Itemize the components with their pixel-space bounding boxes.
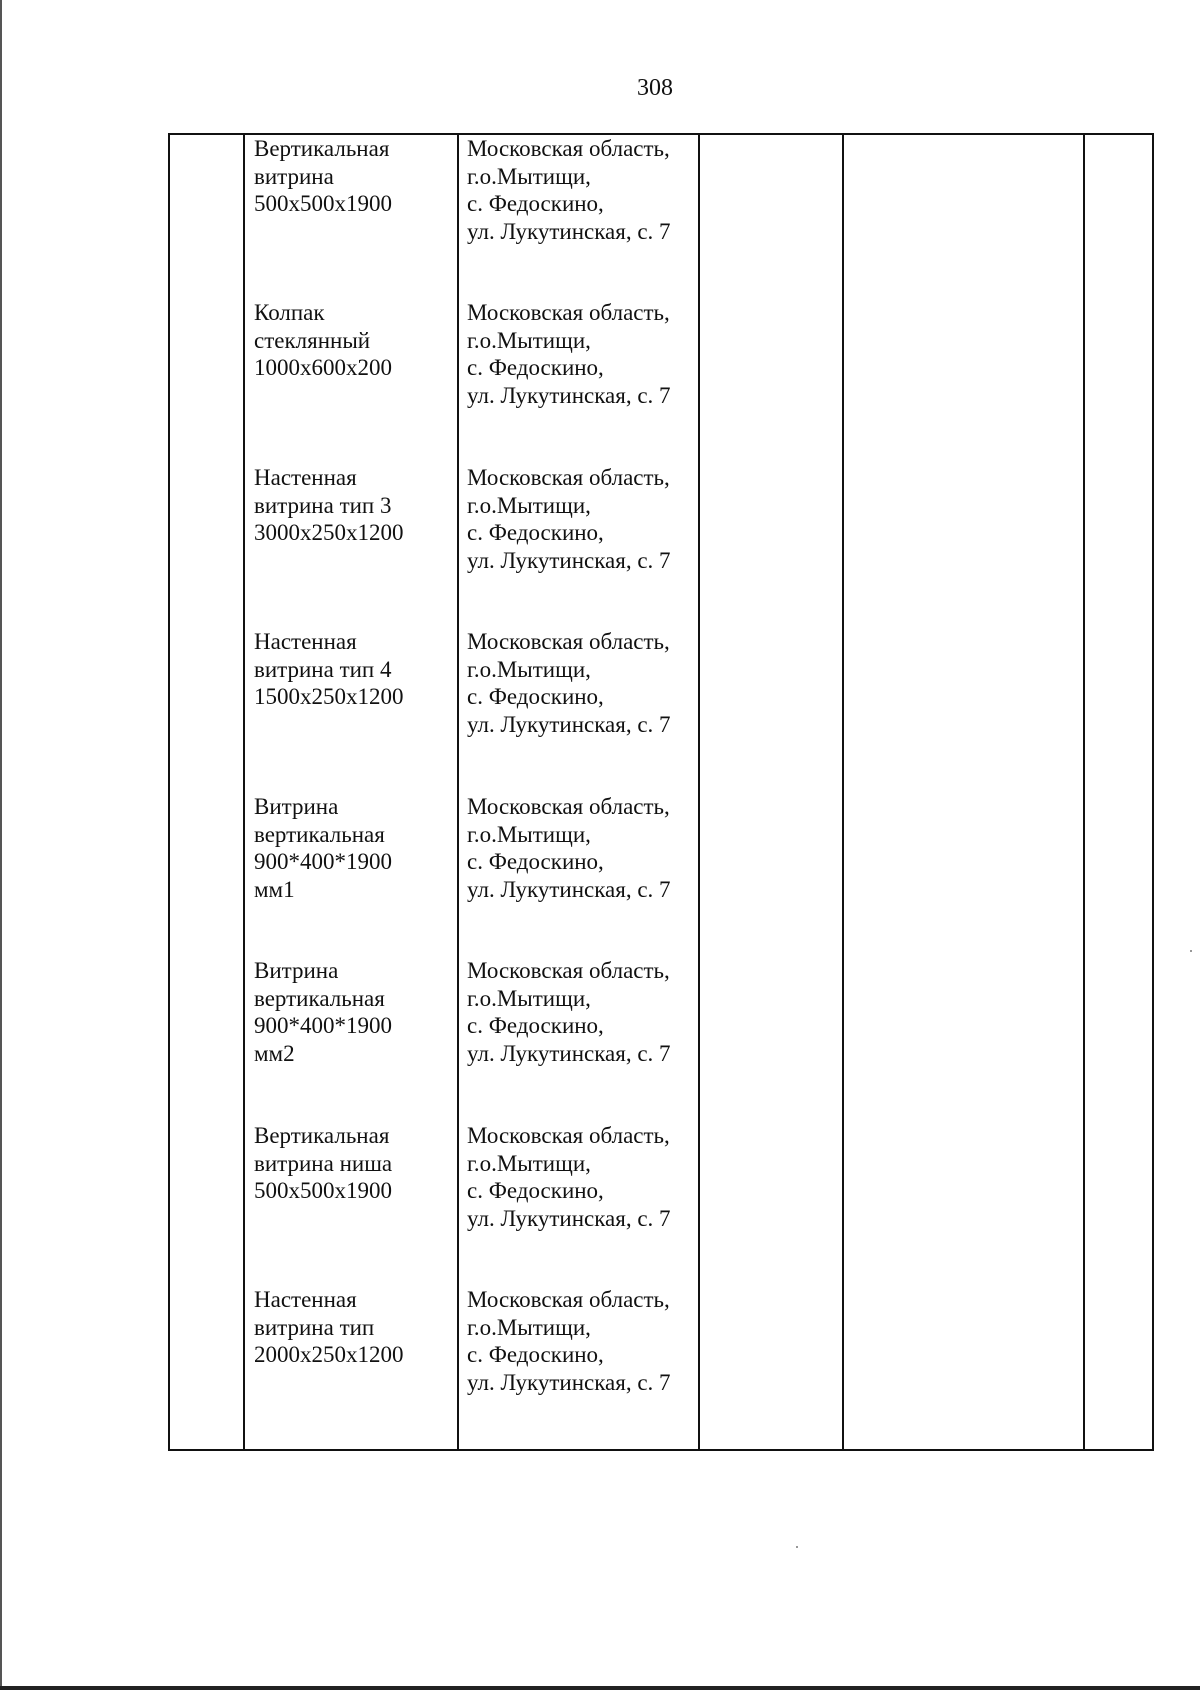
scan-speck	[796, 1546, 798, 1548]
column-divider-3	[698, 135, 700, 1449]
scan-speck	[1190, 950, 1192, 952]
scan-edge-left	[0, 0, 2, 1690]
item-name-3: Настенная витрина тип 3 3000х250х1200	[254, 465, 404, 545]
item-name-4: Настенная витрина тип 4 1500х250х1200	[254, 629, 404, 709]
item-name-8: Настенная витрина тип 2000х250х1200	[254, 1287, 404, 1367]
item-address-2: Московская область, г.о.Мытищи, с. Федоскино, ул. Лукутинская, с. 7	[467, 300, 671, 408]
item-address-5: Московская область, г.о.Мытищи, с. Федоскино, ул. Лукутинская, с. 7	[467, 794, 671, 902]
item-address-3: Московская область, г.о.Мытищи, с. Федоскино, ул. Лукутинская, с. 7	[467, 465, 671, 573]
column-divider-2	[457, 135, 459, 1449]
inventory-table	[168, 133, 1154, 1451]
item-name-2: Колпак стеклянный 1000х600х200	[254, 300, 392, 380]
page-number: 308	[637, 75, 673, 101]
item-address-8: Московская область, г.о.Мытищи, с. Федоскино, ул. Лукутинская, с. 7	[467, 1287, 671, 1395]
item-name-5: Витрина вертикальная 900*400*1900 мм1	[254, 794, 392, 902]
item-address-1: Московская область, г.о.Мытищи, с. Федоскино, ул. Лукутинская, с. 7	[467, 136, 671, 244]
item-name-7: Вертикальная витрина ниша 500х500х1900	[254, 1123, 393, 1203]
item-address-6: Московская область, г.о.Мытищи, с. Федоскино, ул. Лукутинская, с. 7	[467, 958, 671, 1066]
item-name-6: Витрина вертикальная 900*400*1900 мм2	[254, 958, 392, 1066]
item-name-1: Вертикальная витрина 500х500х1900	[254, 136, 392, 216]
column-divider-1	[243, 135, 245, 1449]
column-divider-4	[842, 135, 844, 1449]
item-address-4: Московская область, г.о.Мытищи, с. Федоскино, ул. Лукутинская, с. 7	[467, 629, 671, 737]
item-address-7: Московская область, г.о.Мытищи, с. Федоскино, ул. Лукутинская, с. 7	[467, 1123, 671, 1231]
column-divider-5	[1083, 135, 1085, 1449]
scan-edge-bottom	[0, 1686, 1200, 1690]
